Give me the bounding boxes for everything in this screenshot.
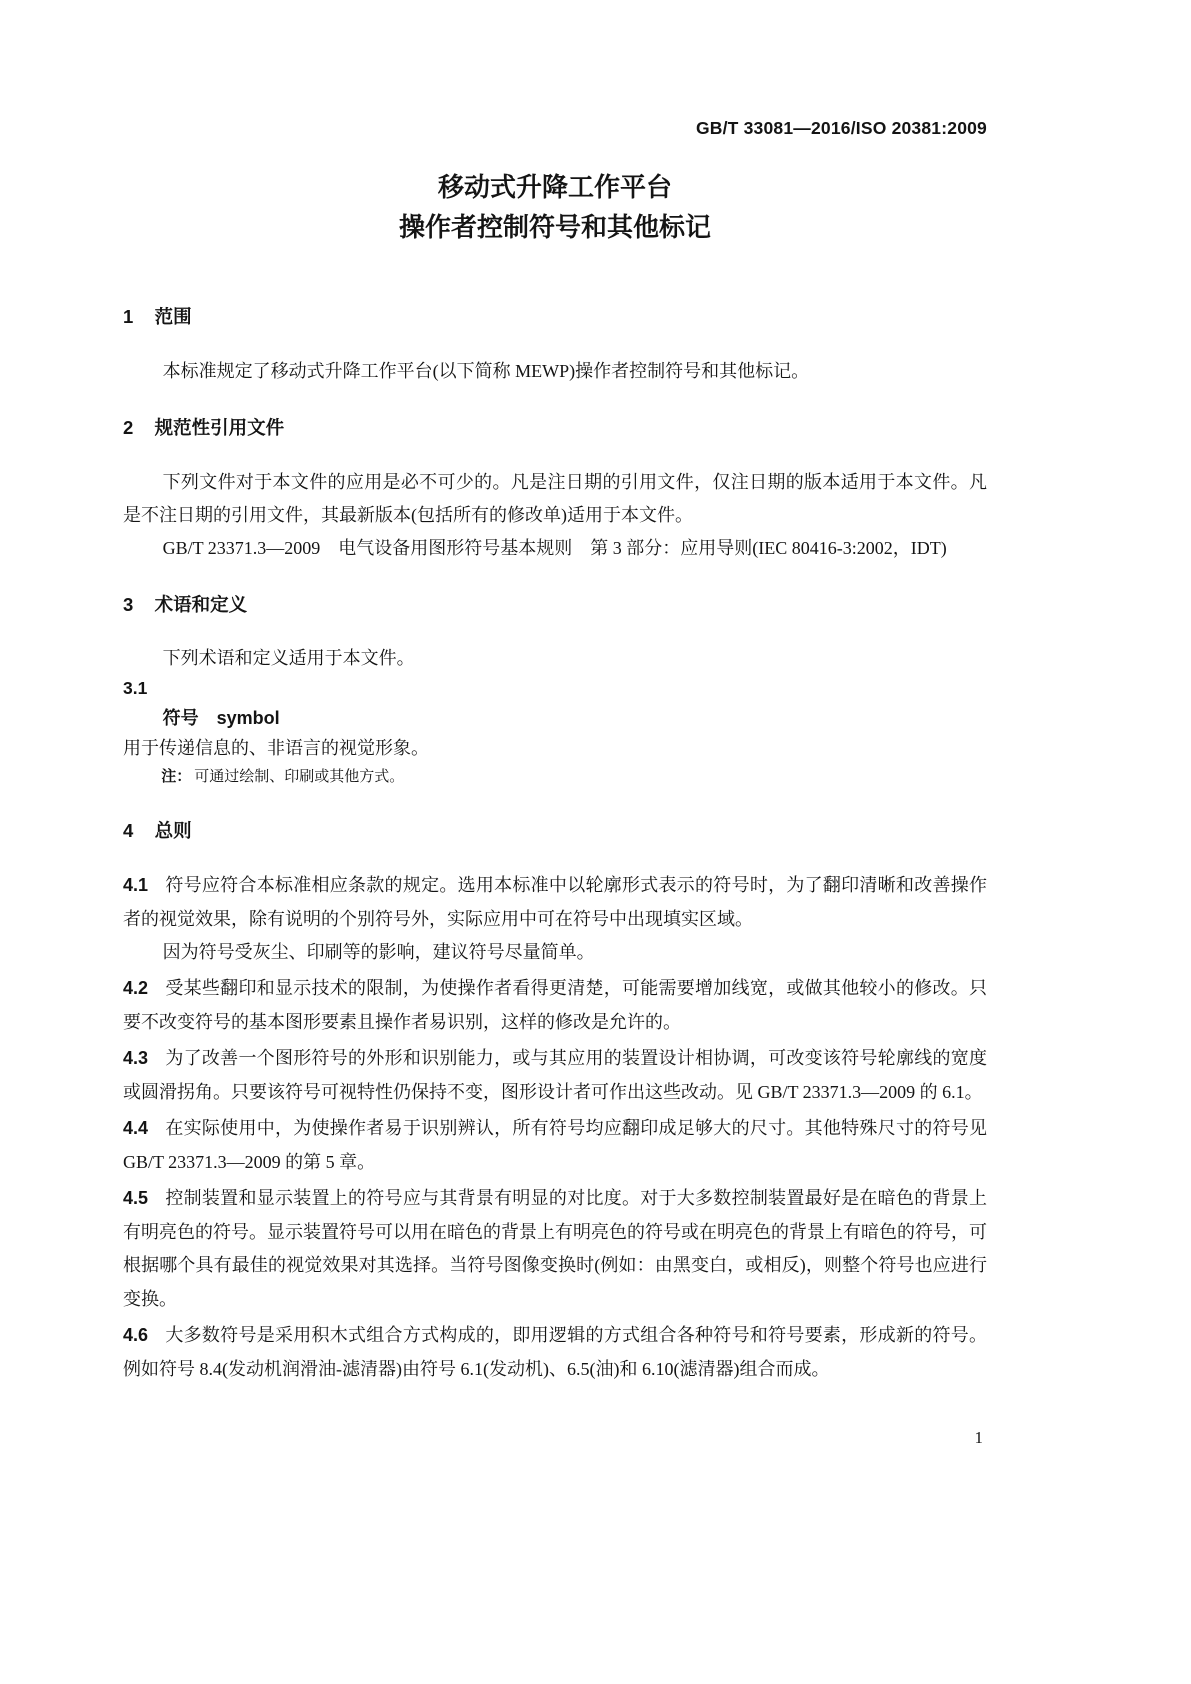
section-2-title: 规范性引用文件	[154, 417, 285, 438]
document-title-line1: 移动式升降工作平台	[437, 172, 672, 202]
clause-4-4	[123, 1112, 987, 1179]
section-1-heading	[123, 305, 987, 329]
standard-number: GB/T 33081—2016/ISO 20381:2009	[695, 118, 987, 138]
clause-4-5-text: 控制装置和显示装置上的符号应与其背景有明显的对比度。对于大多数控制装置最好是在暗色的背景上有明亮色的符号。显示装置符号可以用在暗色的背景上有明亮色的符号或在明亮色的背景上有暗色的符号，可根据哪个具有最佳的视觉效果对其选择。当符号图像变换时(例如：由黑变白，或相反)，则整个符号也应进行变换。	[123, 1188, 987, 1309]
clause-4-5-number: 4.5	[123, 1188, 149, 1208]
section-3-intro: 下列术语和定义适用于本文件。	[162, 648, 415, 668]
clause-4-1-number: 4.1	[123, 875, 149, 895]
section-2-heading	[123, 416, 987, 440]
clause-4-4-number: 4.4	[123, 1118, 149, 1138]
section-1-title: 范围	[154, 306, 192, 327]
section-1-paragraph: 本标准规定了移动式升降工作平台(以下简称 MEWP)操作者控制符号和其他标记。	[162, 361, 810, 381]
clause-4-1-text: 符号应符合本标准相应条款的规定。选用本标准中以轮廓形式表示的符号时，为了翻印清晰和改善操作者的视觉效果，除有说明的个别符号外，实际应用中可在符号中出现填实区域。	[123, 875, 987, 929]
clause-4-4-text: 在实际使用中，为使操作者易于识别辨认，所有符号均应翻印成足够大的尺寸。其他特殊尺寸的符号见 GB/T 23371.3—2009 的第 5 章。	[123, 1118, 987, 1172]
clause-4-1	[123, 869, 987, 936]
section-3-title: 术语和定义	[154, 594, 248, 615]
section-2-reference: GB/T 23371.3—2009 电气设备用图形符号基本规则 第 3 部分：应用导则(IEC 80416-3:2002，IDT)	[162, 538, 947, 558]
section-3-heading	[123, 593, 987, 617]
term-entry-number: 3.1	[123, 678, 148, 698]
page-number: 1	[974, 1428, 983, 1447]
section-1-number: 1	[123, 306, 134, 327]
section-4-number: 4	[123, 820, 134, 841]
clause-4-5	[123, 1182, 987, 1316]
clause-4-3-text: 为了改善一个图形符号的外形和识别能力，或与其应用的装置设计相协调，可改变该符号轮廓线的宽度或圆滑拐角。只要该符号可视特性仍保持不变，图形设计者可作出这些改动。见 GB/T 23371.3—2009 的 6.1。	[123, 1048, 987, 1102]
clause-4-6	[123, 1319, 987, 1386]
term-note	[123, 763, 987, 791]
term-definition: 用于传递信息的、非语言的视觉形象。	[123, 738, 429, 758]
section-4-title: 总则	[154, 820, 192, 841]
section-2-paragraph-1: 下列文件对于本文件的应用是必不可少的。凡是注日期的引用文件，仅注日期的版本适用于本文件。凡是不注日期的引用文件，其最新版本(包括所有的修改单)适用于本文件。	[123, 472, 987, 525]
clause-4-2-text: 受某些翻印和显示技术的限制，为使操作者看得更清楚，可能需要增加线宽，或做其他较小的修改。只要不改变符号的基本图形要素且操作者易识别，这样的修改是允许的。	[123, 978, 987, 1032]
note-label: 注：	[161, 768, 192, 785]
document-title	[123, 167, 987, 247]
clause-4-3-number: 4.3	[123, 1048, 149, 1068]
term-english: symbol	[216, 708, 280, 728]
clause-4-2-number: 4.2	[123, 978, 149, 998]
section-3-number: 3	[123, 594, 134, 615]
term-chinese: 符号	[162, 708, 199, 728]
clause-4-6-number: 4.6	[123, 1325, 149, 1345]
section-4-heading	[123, 819, 987, 843]
section-2-number: 2	[123, 417, 134, 438]
note-text: 可通过绘制、印刷或其他方式。	[194, 769, 405, 785]
terms-block	[123, 643, 987, 791]
clause-4-6-text: 大多数符号是采用积木式组合方式构成的，即用逻辑的方式组合各种符号和符号要素，形成新的符号。例如符号 8.4(发动机润滑油-滤清器)由符号 6.1(发动机)、6.5(油)和 6.10(滤清器)组合而成。	[123, 1325, 987, 1379]
document-title-line2: 操作者控制符号和其他标记	[398, 212, 711, 242]
clause-4-1-continuation: 因为符号受灰尘、印刷等的影响，建议符号尽量简单。	[162, 942, 595, 962]
clause-4-3	[123, 1042, 987, 1109]
term-entry	[123, 703, 987, 733]
clause-4-2	[123, 972, 987, 1039]
